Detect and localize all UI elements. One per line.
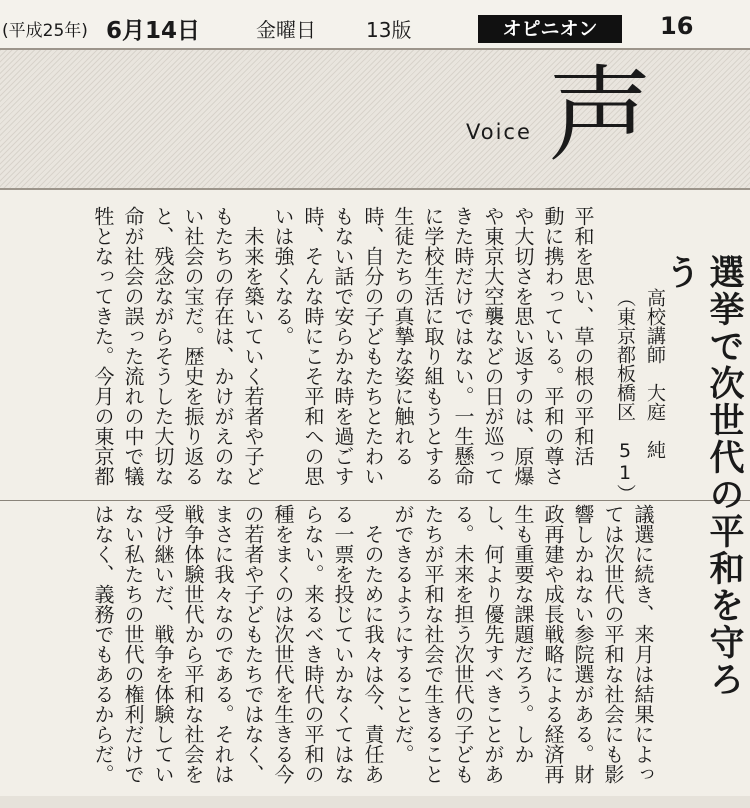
text-column: 牲となってきた。今月の東京都 xyxy=(91,206,115,486)
voice-label: Voice xyxy=(466,120,532,144)
text-column: し、何より優先すべきことがあ xyxy=(481,504,505,784)
text-column: 未来を築いていく若者や子ど xyxy=(241,206,265,486)
text-column: 動に携わっている。平和の尊さ xyxy=(541,206,565,486)
author-name: 高校講師 大庭 純 xyxy=(644,288,666,459)
text-column: に学校生活に取り組もうとする xyxy=(421,206,445,486)
koe-title: 声 xyxy=(548,54,653,176)
voice-banner xyxy=(0,48,750,190)
author-byline xyxy=(610,288,670,508)
text-column: と、残念ながらそうした大切な xyxy=(151,206,175,486)
section-label: オピニオン xyxy=(478,15,622,43)
text-column: らない。来るべき時代の平和の xyxy=(301,504,325,784)
issue-date: 6月14日 xyxy=(106,18,201,44)
bottom-strip xyxy=(0,796,750,808)
article-title: 選挙で次世代の平和を守ろう xyxy=(660,254,745,698)
text-column: 議選に続き、来月は結果によっ xyxy=(631,504,655,784)
text-column: 受け継いだ、戦争を体験してい xyxy=(151,504,175,784)
text-column: 生徒たちの真摯な姿に触れる xyxy=(391,206,415,466)
text-column: はなく、義務でもあるからだ。 xyxy=(91,504,115,784)
text-column: 響しかねない参院選がある。財 xyxy=(571,504,595,784)
text-column: 命が社会の誤った流れの中で犠 xyxy=(121,206,145,486)
text-column: 戦争体験世代から平和な社会を xyxy=(181,504,205,784)
text-column: きた時だけではない。一生懸命 xyxy=(451,206,475,486)
text-column: 平和を思い、草の根の平和活 xyxy=(571,206,595,466)
text-column: もたちの存在は、かけがえのな xyxy=(211,206,235,486)
text-column: ない私たちの世代の権利だけで xyxy=(121,504,145,784)
weekday: 金曜日 xyxy=(256,18,316,42)
text-column: もない話で安らかな時を過ごす xyxy=(331,206,355,486)
text-column: 種をまくのは次世代を生きる今 xyxy=(271,504,295,784)
page-header xyxy=(0,0,750,48)
text-column: ができるようにすることだ。 xyxy=(391,504,415,764)
text-column: ては次世代の平和な社会にも影 xyxy=(601,504,625,784)
text-column: まさに我々なのである。それは xyxy=(211,504,235,784)
text-column: そのために我々は今、責任あ xyxy=(361,504,385,784)
text-column: る。未来を担う次世代の子ども xyxy=(451,504,475,784)
text-column: 時、そんな時にこそ平和への思 xyxy=(301,206,325,486)
text-column: たちが平和な社会で生きること xyxy=(421,504,445,784)
edition: 13版 xyxy=(366,18,412,42)
text-column: や大切さを思い返すのは、原爆 xyxy=(511,206,535,486)
text-column: いは強くなる。 xyxy=(271,206,295,346)
text-column: 時、自分の子どもたちとたわい xyxy=(361,206,385,486)
page-number: 16 xyxy=(660,12,694,40)
author-location: （東京都板橋区 51） xyxy=(614,288,636,503)
text-column: の若者や子どもたちではなく、 xyxy=(241,504,265,784)
text-column: や東京大空襲などの日が巡って xyxy=(481,206,505,486)
text-column: 生も重要な課題だろう。しか xyxy=(511,504,535,764)
text-column: 政再建や成長戦略による経済再 xyxy=(541,504,565,784)
era-year: (平成25年) xyxy=(2,21,88,41)
text-column: い社会の宝だ。歴史を振り返る xyxy=(181,206,205,486)
text-column: る一票を投じていかなくてはな xyxy=(331,504,355,784)
